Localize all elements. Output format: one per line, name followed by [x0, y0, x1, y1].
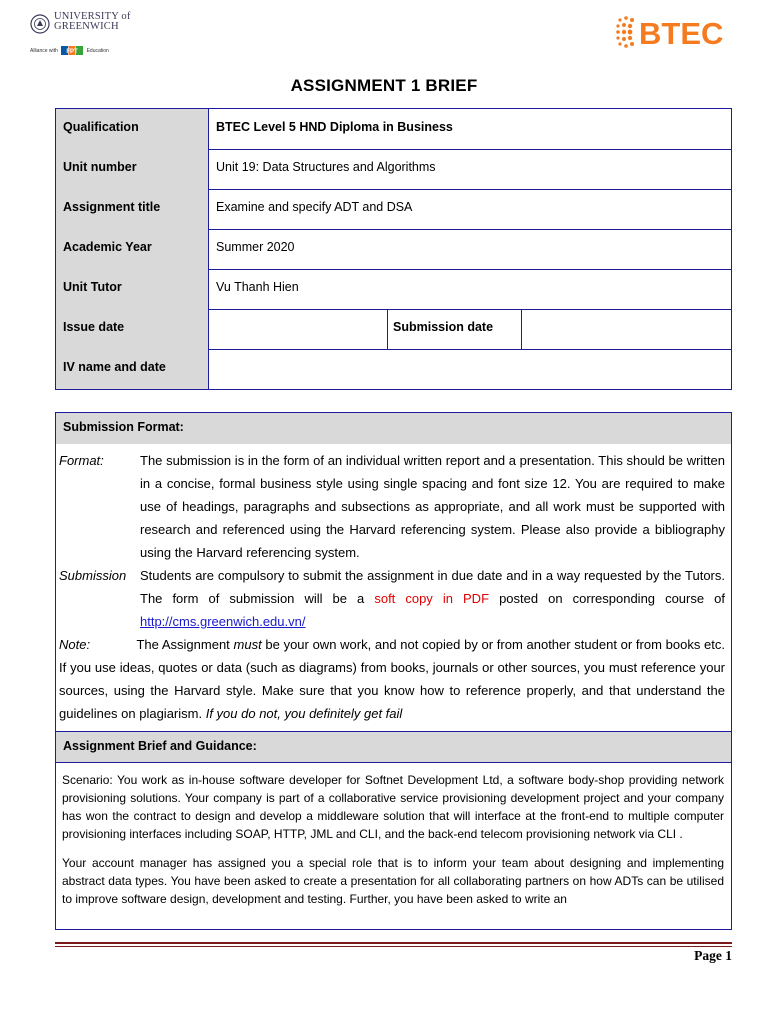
submission-key: Submission — [59, 568, 127, 583]
note-warning: If you do not, you definitely get fail — [205, 706, 403, 721]
unit-tutor-label: Unit Tutor — [56, 269, 208, 309]
note-paragraph — [59, 633, 725, 725]
academic-year-value: Summer 2020 — [208, 229, 731, 269]
note-key: Note: — [59, 637, 91, 652]
university-name-line1: UNIVERSITY of — [54, 11, 131, 22]
unit-number-label: Unit number — [56, 149, 208, 189]
submission-date-value — [522, 309, 731, 349]
submission-format-box — [55, 412, 732, 930]
format-section — [59, 449, 725, 725]
university-seal-icon — [30, 14, 50, 34]
assignment-info-table — [55, 108, 732, 390]
row-issue-date — [56, 309, 731, 349]
iv-name-label: IV name and date — [56, 349, 208, 389]
submission-highlight: soft copy in PDF — [374, 591, 490, 606]
btec-logo — [612, 12, 747, 52]
btec-text: BTEC — [639, 16, 724, 51]
brief-heading: Assignment Brief and Guidance: — [56, 731, 731, 763]
row-unit-number — [56, 149, 731, 189]
page-number: Page 1 — [694, 948, 732, 963]
cms-link[interactable]: http://cms.greenwich.edu.vn/ — [140, 614, 306, 629]
university-name — [54, 12, 154, 32]
assignment-title-label: Assignment title — [56, 189, 208, 229]
note-emphasis: must — [233, 637, 262, 652]
footer-rule-thin — [55, 946, 732, 947]
iv-name-value — [208, 349, 731, 389]
note-text-2: be your own work, and not copied by or from another student or from books etc. If you use ideas, quotes or data (such as diagrams) from books, journals or other sources, you must reference your sources, using the Harvard style. Make sure that you know how to reference properly, and that understand the guidelines on plagiarism. — [59, 637, 725, 721]
note-text-1: The Assignment — [136, 637, 230, 652]
row-academic-year — [56, 229, 731, 269]
format-key: Format: — [59, 453, 104, 468]
education-text: Education — [86, 47, 109, 54]
scenario-paragraph: Scenario: You work as in-house software developer for Softnet Development Ltd, a software body-shop providing network provisioning solutions. Your company is part of a collaborative service provisioning development project and your company has won the contract to design and develop a middleware solution that will interface at the front-end to multiple computer provisioning interfaces including SOAP, HTTP, JML and CLI, and the back-end telecom provisioning network via CLI . — [62, 773, 724, 841]
row-qualification — [56, 109, 731, 149]
qualification-value: BTEC Level 5 HND Diploma in Business — [208, 109, 731, 149]
unit-number-value: Unit 19: Data Structures and Algorithms — [208, 149, 731, 189]
submission-format-heading: Submission Format: — [56, 413, 731, 444]
unit-tutor-value: Vu Thanh Hien — [208, 269, 731, 309]
btec-dots-icon — [616, 16, 634, 48]
submission-text-2: posted on corresponding course of — [499, 591, 725, 606]
row-unit-tutor — [56, 269, 731, 309]
brief-body — [62, 771, 724, 919]
page-title: ASSIGNMENT 1 BRIEF — [290, 76, 478, 95]
assignment-title-value: Examine and specify ADT and DSA — [208, 189, 731, 229]
brief-paragraph-2: Your account manager has assigned you a special role that is to inform your team about designing and implementing abstract data types. You have been asked to create a presentation for all collaborating partners on how ADTs can be utilised to improve software design, development and testing. Further, you have been asked to write an — [62, 856, 724, 906]
academic-year-label: Academic Year — [56, 229, 208, 269]
qualification-label: Qualification — [56, 109, 208, 149]
university-name-line2: GREENWICH — [54, 21, 119, 32]
submission-text — [140, 564, 725, 633]
fpt-logo-icon — [61, 46, 83, 55]
row-iv-name — [56, 349, 731, 389]
submission-date-label: Submission date — [393, 320, 494, 334]
issue-date-label: Issue date — [56, 309, 208, 349]
format-text: The submission is in the form of an individual written report and a presentation. This should be written in a concise, formal business style using single spacing and font size 12. You are required to make use of headings, paragraphs and subsections as appropriate, and all work must be supported with research and referenced using the Harvard referencing system. Please also provide a bibliography using the Harvard referencing system. — [140, 453, 725, 560]
row-assignment-title — [56, 189, 731, 229]
footer-rule — [55, 942, 732, 944]
submission-text-1: Students are compulsory to submit the assignment in due date and in a way requested by the Tutors. The form of submission will be a — [140, 568, 725, 606]
partner-line — [30, 46, 140, 55]
fpt-text: FPT — [66, 49, 78, 55]
alliance-text: Alliance with — [30, 47, 58, 54]
